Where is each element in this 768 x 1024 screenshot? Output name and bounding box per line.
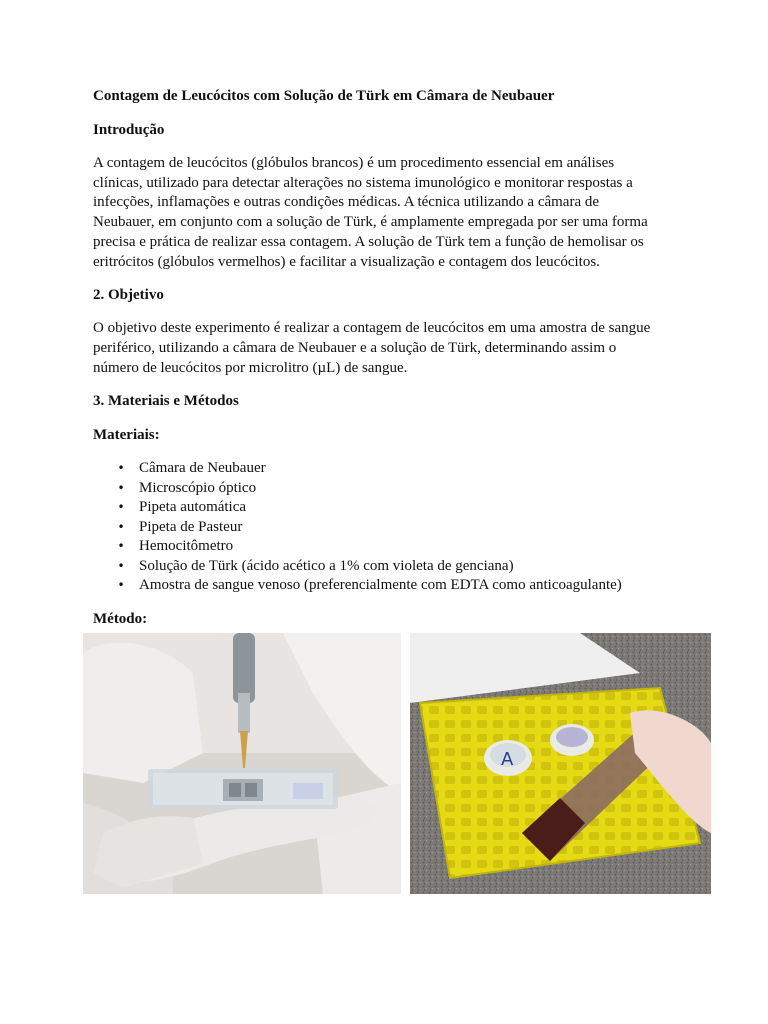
document-body [93,86,683,629]
objective-paragraph [93,319,683,378]
list-item: • Amostra de sangue venoso (preferencialmente com EDTA como anticoagulante) [93,576,683,596]
intro-line: precisa e prática de realizar essa contagem. A solução de Türk tem a função de hemolisar os [93,233,644,250]
materials-list [93,459,683,596]
objective-line: periférico, utilizando a câmara de Neubauer e a solução de Türk, determinando assim o [93,339,617,356]
intro-line: eritrócitos (glóbulos vermelhos) e facilitar a visualização e contagem dos leucócitos. [93,253,600,270]
tube-label-a: A [501,749,514,770]
tube-rack-photo-illustration [410,633,711,894]
objective-line: O objetivo deste experimento é realizar a contagem de leucócitos em uma amostra de sangue [93,320,651,337]
neubauer-photo-illustration [83,633,401,894]
bullet-icon: • [117,558,125,573]
objective-heading: 2. Objetivo [93,287,164,304]
intro-paragraph [93,154,683,272]
bullet-icon: • [117,480,125,495]
photo-tube-rack-sample [410,633,711,894]
bullet-icon: • [117,539,125,554]
photo-neubauer-chamber-pipetting [83,633,401,894]
intro-line: infecções, inflamações e outras condições médicas. A técnica utilizando a câmara de [93,194,600,211]
list-item: • Microscópio óptico [93,479,683,499]
bullet-icon: • [117,500,125,515]
list-item: • Pipeta automática [93,498,683,518]
intro-line: clínicas, utilizado para detectar alterações no sistema imunológico e monitorar respostas a [93,174,633,191]
intro-heading: Introdução [93,122,165,138]
list-item: • Pipeta de Pasteur [93,518,683,538]
intro-line: Neubauer, em conjunto com a solução de Türk, é amplamente empregada por ser uma forma [93,214,648,231]
materials-heading: Materiais: [93,427,160,444]
list-item: • Solução de Türk (ácido acético a 1% com violeta de genciana) [93,557,683,577]
intro-line: A contagem de leucócitos (glóbulos brancos) é um procedimento essencial em análises [93,155,615,171]
bullet-icon: • [117,461,125,476]
bullet-icon: • [117,519,125,534]
materials-methods-heading: 3. Materiais e Métodos [93,393,239,410]
method-heading: Método: [93,610,148,627]
list-item: • Hemocitômetro [93,537,683,557]
document-title: Contagem de Leucócitos com Solução de Türk em Câmara de Neubauer [93,88,555,104]
bullet-icon: • [117,578,125,593]
list-item: • Câmara de Neubauer [93,459,683,479]
objective-line: número de leucócitos por microlitro (µL) de sangue. [93,359,408,376]
